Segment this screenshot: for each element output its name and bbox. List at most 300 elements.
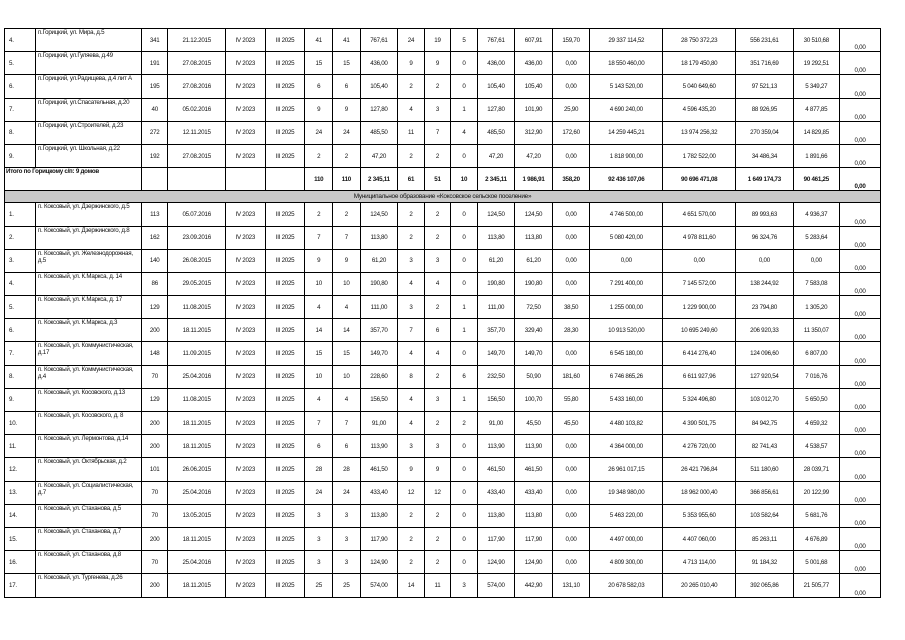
table-cell: 7 bbox=[424, 121, 451, 144]
table-cell: 113,80 bbox=[515, 504, 553, 527]
table-cell: 4 713 114,00 bbox=[663, 551, 736, 574]
table-cell: IV 2023 bbox=[225, 203, 265, 226]
table-cell: IV 2023 bbox=[225, 144, 265, 167]
table-cell: 1 255 000,00 bbox=[590, 296, 663, 319]
table-cell: 85 263,11 bbox=[736, 527, 793, 550]
table-cell: 312,90 bbox=[515, 121, 553, 144]
table-cell: 29 337 114,52 bbox=[590, 29, 663, 52]
table-cell: 97 521,13 bbox=[736, 75, 793, 98]
table-cell: 3 bbox=[398, 296, 425, 319]
table-cell: 0,00 bbox=[839, 296, 880, 319]
table-cell: 0,00 bbox=[839, 435, 880, 458]
table-cell: 2 345,11 bbox=[360, 168, 398, 191]
table-cell: 10 bbox=[333, 272, 361, 295]
table-cell: 4 bbox=[398, 388, 425, 411]
table-cell: 47,20 bbox=[477, 144, 515, 167]
table-cell: 0,00 bbox=[552, 203, 590, 226]
table-cell: 5 bbox=[451, 29, 478, 52]
table-row bbox=[5, 203, 881, 226]
table-cell: 0,00 bbox=[590, 249, 663, 272]
table-cell: 9. bbox=[5, 144, 36, 167]
table-cell: 6 bbox=[333, 435, 361, 458]
table-row bbox=[5, 52, 881, 75]
table-cell: III 2025 bbox=[265, 98, 305, 121]
table-cell: 2 bbox=[333, 144, 361, 167]
table-cell: 181,60 bbox=[552, 365, 590, 388]
table-cell: 18.11.2015 bbox=[168, 527, 225, 550]
table-row bbox=[5, 29, 881, 52]
table-cell: 10 913 520,00 bbox=[590, 319, 663, 342]
table-cell: 90 461,25 bbox=[793, 168, 839, 191]
table-cell: 0,00 bbox=[839, 319, 880, 342]
table-cell: 4 538,57 bbox=[793, 435, 839, 458]
table-cell: 0 bbox=[451, 52, 478, 75]
table-cell: 0,00 bbox=[839, 272, 880, 295]
table-cell: 4 497 000,00 bbox=[590, 527, 663, 550]
table-cell: 124,90 bbox=[515, 551, 553, 574]
table-cell: 4 659,32 bbox=[793, 412, 839, 435]
table-cell: 12.11.2015 bbox=[168, 121, 225, 144]
table-cell: 0 bbox=[451, 458, 478, 481]
table-cell: 23.09.2016 bbox=[168, 226, 225, 249]
table-cell: 13. bbox=[5, 481, 36, 504]
table-cell: 7 bbox=[305, 226, 333, 249]
table-cell: 1 649 174,73 bbox=[736, 168, 793, 191]
table-cell: 4 978 811,60 bbox=[663, 226, 736, 249]
table-cell: 0,00 bbox=[839, 203, 880, 226]
table-cell: 9 bbox=[305, 98, 333, 121]
table-cell: 14 259 445,21 bbox=[590, 121, 663, 144]
table-cell: 1. bbox=[5, 203, 36, 226]
table-cell: 05.02.2016 bbox=[168, 98, 225, 121]
table-cell: 82 741,43 bbox=[736, 435, 793, 458]
table-cell: 5 353 955,60 bbox=[663, 504, 736, 527]
table-cell: 124,90 bbox=[360, 551, 398, 574]
table-cell: 47,20 bbox=[515, 144, 553, 167]
table-cell: 10 bbox=[305, 365, 333, 388]
table-cell: 113,90 bbox=[360, 435, 398, 458]
table-cell: п. Коксовый, ул. Дзержинского, д.8 bbox=[35, 226, 141, 249]
table-cell: 0,00 bbox=[552, 342, 590, 365]
table-cell: 0,00 bbox=[552, 226, 590, 249]
table-cell: 138 244,92 bbox=[736, 272, 793, 295]
table-cell: 10 bbox=[305, 272, 333, 295]
table-cell: 12. bbox=[5, 458, 36, 481]
table-cell: 24 bbox=[333, 121, 361, 144]
table-cell: IV 2023 bbox=[225, 52, 265, 75]
table-cell: 5 001,68 bbox=[793, 551, 839, 574]
table-cell: 19 bbox=[424, 29, 451, 52]
table-cell: 13.05.2015 bbox=[168, 504, 225, 527]
table-cell: 0 bbox=[451, 551, 478, 574]
table-cell: 61,20 bbox=[515, 249, 553, 272]
table-cell: 2 bbox=[451, 412, 478, 435]
table-cell: 5 040 649,60 bbox=[663, 75, 736, 98]
table-cell: 18 179 450,80 bbox=[663, 52, 736, 75]
table-cell: IV 2023 bbox=[225, 29, 265, 52]
table-cell: 5 433 160,00 bbox=[590, 388, 663, 411]
table-cell: IV 2023 bbox=[225, 481, 265, 504]
table-cell: 19 292,51 bbox=[793, 52, 839, 75]
table-cell: 5 143 520,00 bbox=[590, 75, 663, 98]
table-cell: 351 716,69 bbox=[736, 52, 793, 75]
table-cell: п. Коксовый, ул. Социалистическая, д.7 bbox=[35, 481, 141, 504]
table-row bbox=[5, 144, 881, 167]
table-cell: 113,80 bbox=[360, 504, 398, 527]
table-cell: 4 bbox=[424, 272, 451, 295]
table-cell: III 2025 bbox=[265, 29, 305, 52]
table-cell: 18.11.2015 bbox=[168, 435, 225, 458]
table-cell: п. Коксовый, ул. Железнодорожная, д.5 bbox=[35, 249, 141, 272]
table-cell: 1 818 900,00 bbox=[590, 144, 663, 167]
table-cell: IV 2023 bbox=[225, 458, 265, 481]
table-cell: 2 bbox=[424, 296, 451, 319]
table-cell: п.Горицкий, ул. Мира, д.5 bbox=[35, 29, 141, 52]
table-cell: 0,00 bbox=[552, 435, 590, 458]
table-cell: п. Коксовый, ул. Коммунистическая, д.4 bbox=[35, 365, 141, 388]
table-cell: 4 bbox=[451, 121, 478, 144]
table-cell: 0,00 bbox=[839, 365, 880, 388]
table-row bbox=[5, 342, 881, 365]
table-cell: 16. bbox=[5, 551, 36, 574]
table-cell: п. Коксовый, ул. Стаханова, д.7 bbox=[35, 527, 141, 550]
table-cell: 38,50 bbox=[552, 296, 590, 319]
table-cell: 195 bbox=[141, 75, 168, 98]
table-cell: 11.09.2015 bbox=[168, 342, 225, 365]
table-cell: 3 bbox=[333, 504, 361, 527]
table-row bbox=[5, 226, 881, 249]
table-cell: IV 2023 bbox=[225, 75, 265, 98]
table-body bbox=[5, 29, 881, 598]
table-cell: 6 807,00 bbox=[793, 342, 839, 365]
table-cell: 51 bbox=[424, 168, 451, 191]
table-cell: 2 bbox=[424, 551, 451, 574]
table-cell: 113,80 bbox=[515, 226, 553, 249]
table-cell: 4 936,37 bbox=[793, 203, 839, 226]
table-cell: 101 bbox=[141, 458, 168, 481]
table-cell: 4. bbox=[5, 29, 36, 52]
table-cell: 117,90 bbox=[360, 527, 398, 550]
table-cell: 7 291 400,00 bbox=[590, 272, 663, 295]
table-row bbox=[5, 574, 881, 597]
table-cell: 84 942,75 bbox=[736, 412, 793, 435]
table-cell: 0 bbox=[451, 226, 478, 249]
table-cell: 10 bbox=[333, 365, 361, 388]
table-cell: 15 bbox=[333, 342, 361, 365]
table-cell: 18 962 000,40 bbox=[663, 481, 736, 504]
table-cell: 461,50 bbox=[360, 458, 398, 481]
table-cell: 111,00 bbox=[360, 296, 398, 319]
table-cell: 1 305,20 bbox=[793, 296, 839, 319]
table-cell: 0,00 bbox=[839, 458, 880, 481]
table-cell: 25,90 bbox=[552, 98, 590, 121]
table-cell: IV 2023 bbox=[225, 574, 265, 597]
table-row bbox=[5, 435, 881, 458]
table-cell: IV 2023 bbox=[225, 319, 265, 342]
table-cell: 124 096,60 bbox=[736, 342, 793, 365]
table-cell: 3 bbox=[424, 249, 451, 272]
table-cell: 2 bbox=[305, 144, 333, 167]
table-cell: III 2025 bbox=[265, 551, 305, 574]
table-cell: 0,00 bbox=[839, 249, 880, 272]
total-label: Итого по Горицкому с/п: 9 домов bbox=[5, 168, 142, 191]
table-cell: 113,90 bbox=[515, 435, 553, 458]
table-cell: 357,70 bbox=[360, 319, 398, 342]
table-cell: 200 bbox=[141, 319, 168, 342]
table-cell: III 2025 bbox=[265, 342, 305, 365]
table-cell: 0 bbox=[451, 203, 478, 226]
table-cell: 11.08.2015 bbox=[168, 388, 225, 411]
table-row bbox=[5, 412, 881, 435]
table-cell: 14 bbox=[333, 319, 361, 342]
table-cell: 0,00 bbox=[839, 551, 880, 574]
table-cell: 190,80 bbox=[515, 272, 553, 295]
table-cell: 113,80 bbox=[360, 226, 398, 249]
table-cell: 2 bbox=[424, 527, 451, 550]
table-cell: 4 676,89 bbox=[793, 527, 839, 550]
table-cell: 0,00 bbox=[552, 458, 590, 481]
table-cell: 4 746 500,00 bbox=[590, 203, 663, 226]
table-cell: 574,00 bbox=[360, 574, 398, 597]
table-cell: 0,00 bbox=[552, 144, 590, 167]
table-cell: IV 2023 bbox=[225, 98, 265, 121]
table-cell: 0,00 bbox=[663, 249, 736, 272]
table-cell: IV 2023 bbox=[225, 504, 265, 527]
table-cell: 91,00 bbox=[477, 412, 515, 435]
table-cell: 0,00 bbox=[839, 481, 880, 504]
table-cell: п. Коксовый, ул. Стаханова, д.8 bbox=[35, 551, 141, 574]
table-cell: 14 bbox=[398, 574, 425, 597]
table-cell: 1 bbox=[451, 319, 478, 342]
table-cell: п. Коксовый, ул. Тургенева, д.26 bbox=[35, 574, 141, 597]
table-cell: 433,40 bbox=[515, 481, 553, 504]
table-cell: IV 2023 bbox=[225, 342, 265, 365]
table-cell: 0,00 bbox=[552, 249, 590, 272]
table-cell: 18.11.2015 bbox=[168, 319, 225, 342]
table-cell: 200 bbox=[141, 574, 168, 597]
table-cell: III 2025 bbox=[265, 365, 305, 388]
table-cell: 96 324,76 bbox=[736, 226, 793, 249]
table-cell: 200 bbox=[141, 527, 168, 550]
table-cell: 270 359,04 bbox=[736, 121, 793, 144]
table-cell: 2 345,11 bbox=[477, 168, 515, 191]
table-cell: 19 348 980,00 bbox=[590, 481, 663, 504]
table-cell: 0 bbox=[451, 75, 478, 98]
table-cell: 6. bbox=[5, 75, 36, 98]
table-cell: 5. bbox=[5, 296, 36, 319]
table-cell: III 2025 bbox=[265, 226, 305, 249]
table-cell: 9 bbox=[424, 458, 451, 481]
table-cell: III 2025 bbox=[265, 481, 305, 504]
table-cell: 436,00 bbox=[477, 52, 515, 75]
table-cell: 9 bbox=[398, 52, 425, 75]
table-cell: 0,00 bbox=[793, 249, 839, 272]
table-cell: 191 bbox=[141, 52, 168, 75]
table-cell: 0,00 bbox=[839, 75, 880, 98]
table-cell: 21 505,77 bbox=[793, 574, 839, 597]
table-cell: 26.08.2015 bbox=[168, 249, 225, 272]
table-row bbox=[5, 481, 881, 504]
table-cell: III 2025 bbox=[265, 203, 305, 226]
table-cell: 5. bbox=[5, 52, 36, 75]
table-cell: 6. bbox=[5, 319, 36, 342]
table-cell: 485,50 bbox=[477, 121, 515, 144]
table-cell: 113,80 bbox=[477, 504, 515, 527]
table-cell: 0 bbox=[451, 527, 478, 550]
table-cell: 9 bbox=[424, 52, 451, 75]
table-cell: 2 bbox=[333, 203, 361, 226]
table-cell: 20 265 010,40 bbox=[663, 574, 736, 597]
table-cell: 2 bbox=[398, 551, 425, 574]
table-cell: 2 bbox=[398, 226, 425, 249]
table-cell: III 2025 bbox=[265, 574, 305, 597]
table-cell: III 2025 bbox=[265, 319, 305, 342]
table-cell: 228,60 bbox=[360, 365, 398, 388]
table-cell: 3 bbox=[424, 98, 451, 121]
table-cell: 3 bbox=[398, 435, 425, 458]
table-cell: 0,00 bbox=[839, 168, 880, 191]
table-cell: 20 122,99 bbox=[793, 481, 839, 504]
table-cell: 0,00 bbox=[736, 249, 793, 272]
table-cell: 129 bbox=[141, 296, 168, 319]
table-cell: III 2025 bbox=[265, 52, 305, 75]
table-cell: 392 065,86 bbox=[736, 574, 793, 597]
table-cell: 24 bbox=[398, 29, 425, 52]
table-cell: 0,00 bbox=[552, 75, 590, 98]
table-cell: 101,90 bbox=[515, 98, 553, 121]
table-cell: 29.05.2015 bbox=[168, 272, 225, 295]
table-cell: 3 bbox=[398, 249, 425, 272]
table-cell: 25.04.2016 bbox=[168, 551, 225, 574]
table-cell: 190,80 bbox=[477, 272, 515, 295]
table-cell: 15 bbox=[333, 52, 361, 75]
table-cell: 0 bbox=[451, 249, 478, 272]
table-cell: 0 bbox=[451, 504, 478, 527]
table-cell: 4 bbox=[398, 412, 425, 435]
table-cell: 5 080 420,00 bbox=[590, 226, 663, 249]
table-cell: III 2025 bbox=[265, 504, 305, 527]
table-cell: 1 891,66 bbox=[793, 144, 839, 167]
table-cell: 607,91 bbox=[515, 29, 553, 52]
table-cell: п. Коксовый, ул. Косовского, д.13 bbox=[35, 388, 141, 411]
table-cell: 7 bbox=[398, 319, 425, 342]
table-cell: 28,30 bbox=[552, 319, 590, 342]
table-cell: 1 bbox=[451, 98, 478, 121]
table-cell: 6 746 865,26 bbox=[590, 365, 663, 388]
table-cell: 3 bbox=[305, 527, 333, 550]
table-cell: 0 bbox=[451, 435, 478, 458]
table-row bbox=[5, 504, 881, 527]
table-cell: 113,90 bbox=[477, 435, 515, 458]
table-cell: 105,40 bbox=[515, 75, 553, 98]
table-cell: 11.08.2015 bbox=[168, 296, 225, 319]
table-cell: IV 2023 bbox=[225, 388, 265, 411]
table-cell: 10 bbox=[451, 168, 478, 191]
table-cell: 8. bbox=[5, 121, 36, 144]
table-cell: 0,00 bbox=[552, 527, 590, 550]
table-cell: IV 2023 bbox=[225, 296, 265, 319]
table-cell: 113,80 bbox=[477, 226, 515, 249]
table-cell: 113 bbox=[141, 203, 168, 226]
table-cell: п. Коксовый, ул. Коммунистическая, д.17 bbox=[35, 342, 141, 365]
table-row bbox=[5, 319, 881, 342]
table-cell: 206 920,33 bbox=[736, 319, 793, 342]
table-cell: III 2025 bbox=[265, 249, 305, 272]
table-cell: 2 bbox=[398, 504, 425, 527]
table-row bbox=[5, 121, 881, 144]
table-cell: 61 bbox=[398, 168, 425, 191]
table-cell: III 2025 bbox=[265, 527, 305, 550]
table-cell: 2 bbox=[398, 527, 425, 550]
table-cell: 9. bbox=[5, 388, 36, 411]
table-cell: 41 bbox=[333, 29, 361, 52]
table-cell: 4 596 435,20 bbox=[663, 98, 736, 121]
table-cell: 190,80 bbox=[360, 272, 398, 295]
table-cell: 156,50 bbox=[477, 388, 515, 411]
table-row bbox=[5, 296, 881, 319]
table-cell: 3. bbox=[5, 249, 36, 272]
table-cell: 55,80 bbox=[552, 388, 590, 411]
table-cell: 172,60 bbox=[552, 121, 590, 144]
table-cell: 6 bbox=[451, 365, 478, 388]
table-cell: 11 bbox=[424, 574, 451, 597]
table-row bbox=[5, 527, 881, 550]
table-cell: 24 bbox=[333, 481, 361, 504]
table-cell: 0,00 bbox=[839, 226, 880, 249]
table-cell: 111,00 bbox=[477, 296, 515, 319]
table-cell: IV 2023 bbox=[225, 435, 265, 458]
table-cell: 0,00 bbox=[839, 412, 880, 435]
table-cell: 105,40 bbox=[477, 75, 515, 98]
table-cell: 461,50 bbox=[477, 458, 515, 481]
table-cell: 5 650,50 bbox=[793, 388, 839, 411]
table-cell: 2 bbox=[398, 203, 425, 226]
table-cell: п.Горицкий, ул.Спасательная, д.20 bbox=[35, 98, 141, 121]
table-cell: 124,90 bbox=[477, 551, 515, 574]
table-cell: п. Коксовый, ул. Дзержинского, д.5 bbox=[35, 203, 141, 226]
table-cell: 0,00 bbox=[839, 504, 880, 527]
table-cell: 11 350,07 bbox=[793, 319, 839, 342]
table-cell: п.Горицкий, ул. Школьная, д.22 bbox=[35, 144, 141, 167]
table-cell: 767,61 bbox=[360, 29, 398, 52]
table-cell: 110 bbox=[305, 168, 333, 191]
table-cell: 3 bbox=[333, 551, 361, 574]
table-cell: 4 276 720,00 bbox=[663, 435, 736, 458]
table-cell: 12 bbox=[398, 481, 425, 504]
table-cell: 5 681,76 bbox=[793, 504, 839, 527]
table-cell: 0,00 bbox=[839, 98, 880, 121]
table-cell: 47,20 bbox=[360, 144, 398, 167]
table-cell: 7 bbox=[305, 412, 333, 435]
table-cell: 5 349,27 bbox=[793, 75, 839, 98]
table-cell: III 2025 bbox=[265, 144, 305, 167]
table-cell: 2 bbox=[305, 203, 333, 226]
table-row bbox=[5, 365, 881, 388]
table-cell: 140 bbox=[141, 249, 168, 272]
table-cell: 0,00 bbox=[839, 29, 880, 52]
table-cell: 131,10 bbox=[552, 574, 590, 597]
table-row bbox=[5, 75, 881, 98]
table-cell: 7 bbox=[333, 412, 361, 435]
table-cell: 0 bbox=[451, 144, 478, 167]
table-cell: 110 bbox=[333, 168, 361, 191]
table-cell: 18.11.2015 bbox=[168, 412, 225, 435]
table-cell: IV 2023 bbox=[225, 121, 265, 144]
table-cell: 2 bbox=[424, 75, 451, 98]
table-cell: 7 016,76 bbox=[793, 365, 839, 388]
table-cell: 272 bbox=[141, 121, 168, 144]
table-row bbox=[5, 272, 881, 295]
